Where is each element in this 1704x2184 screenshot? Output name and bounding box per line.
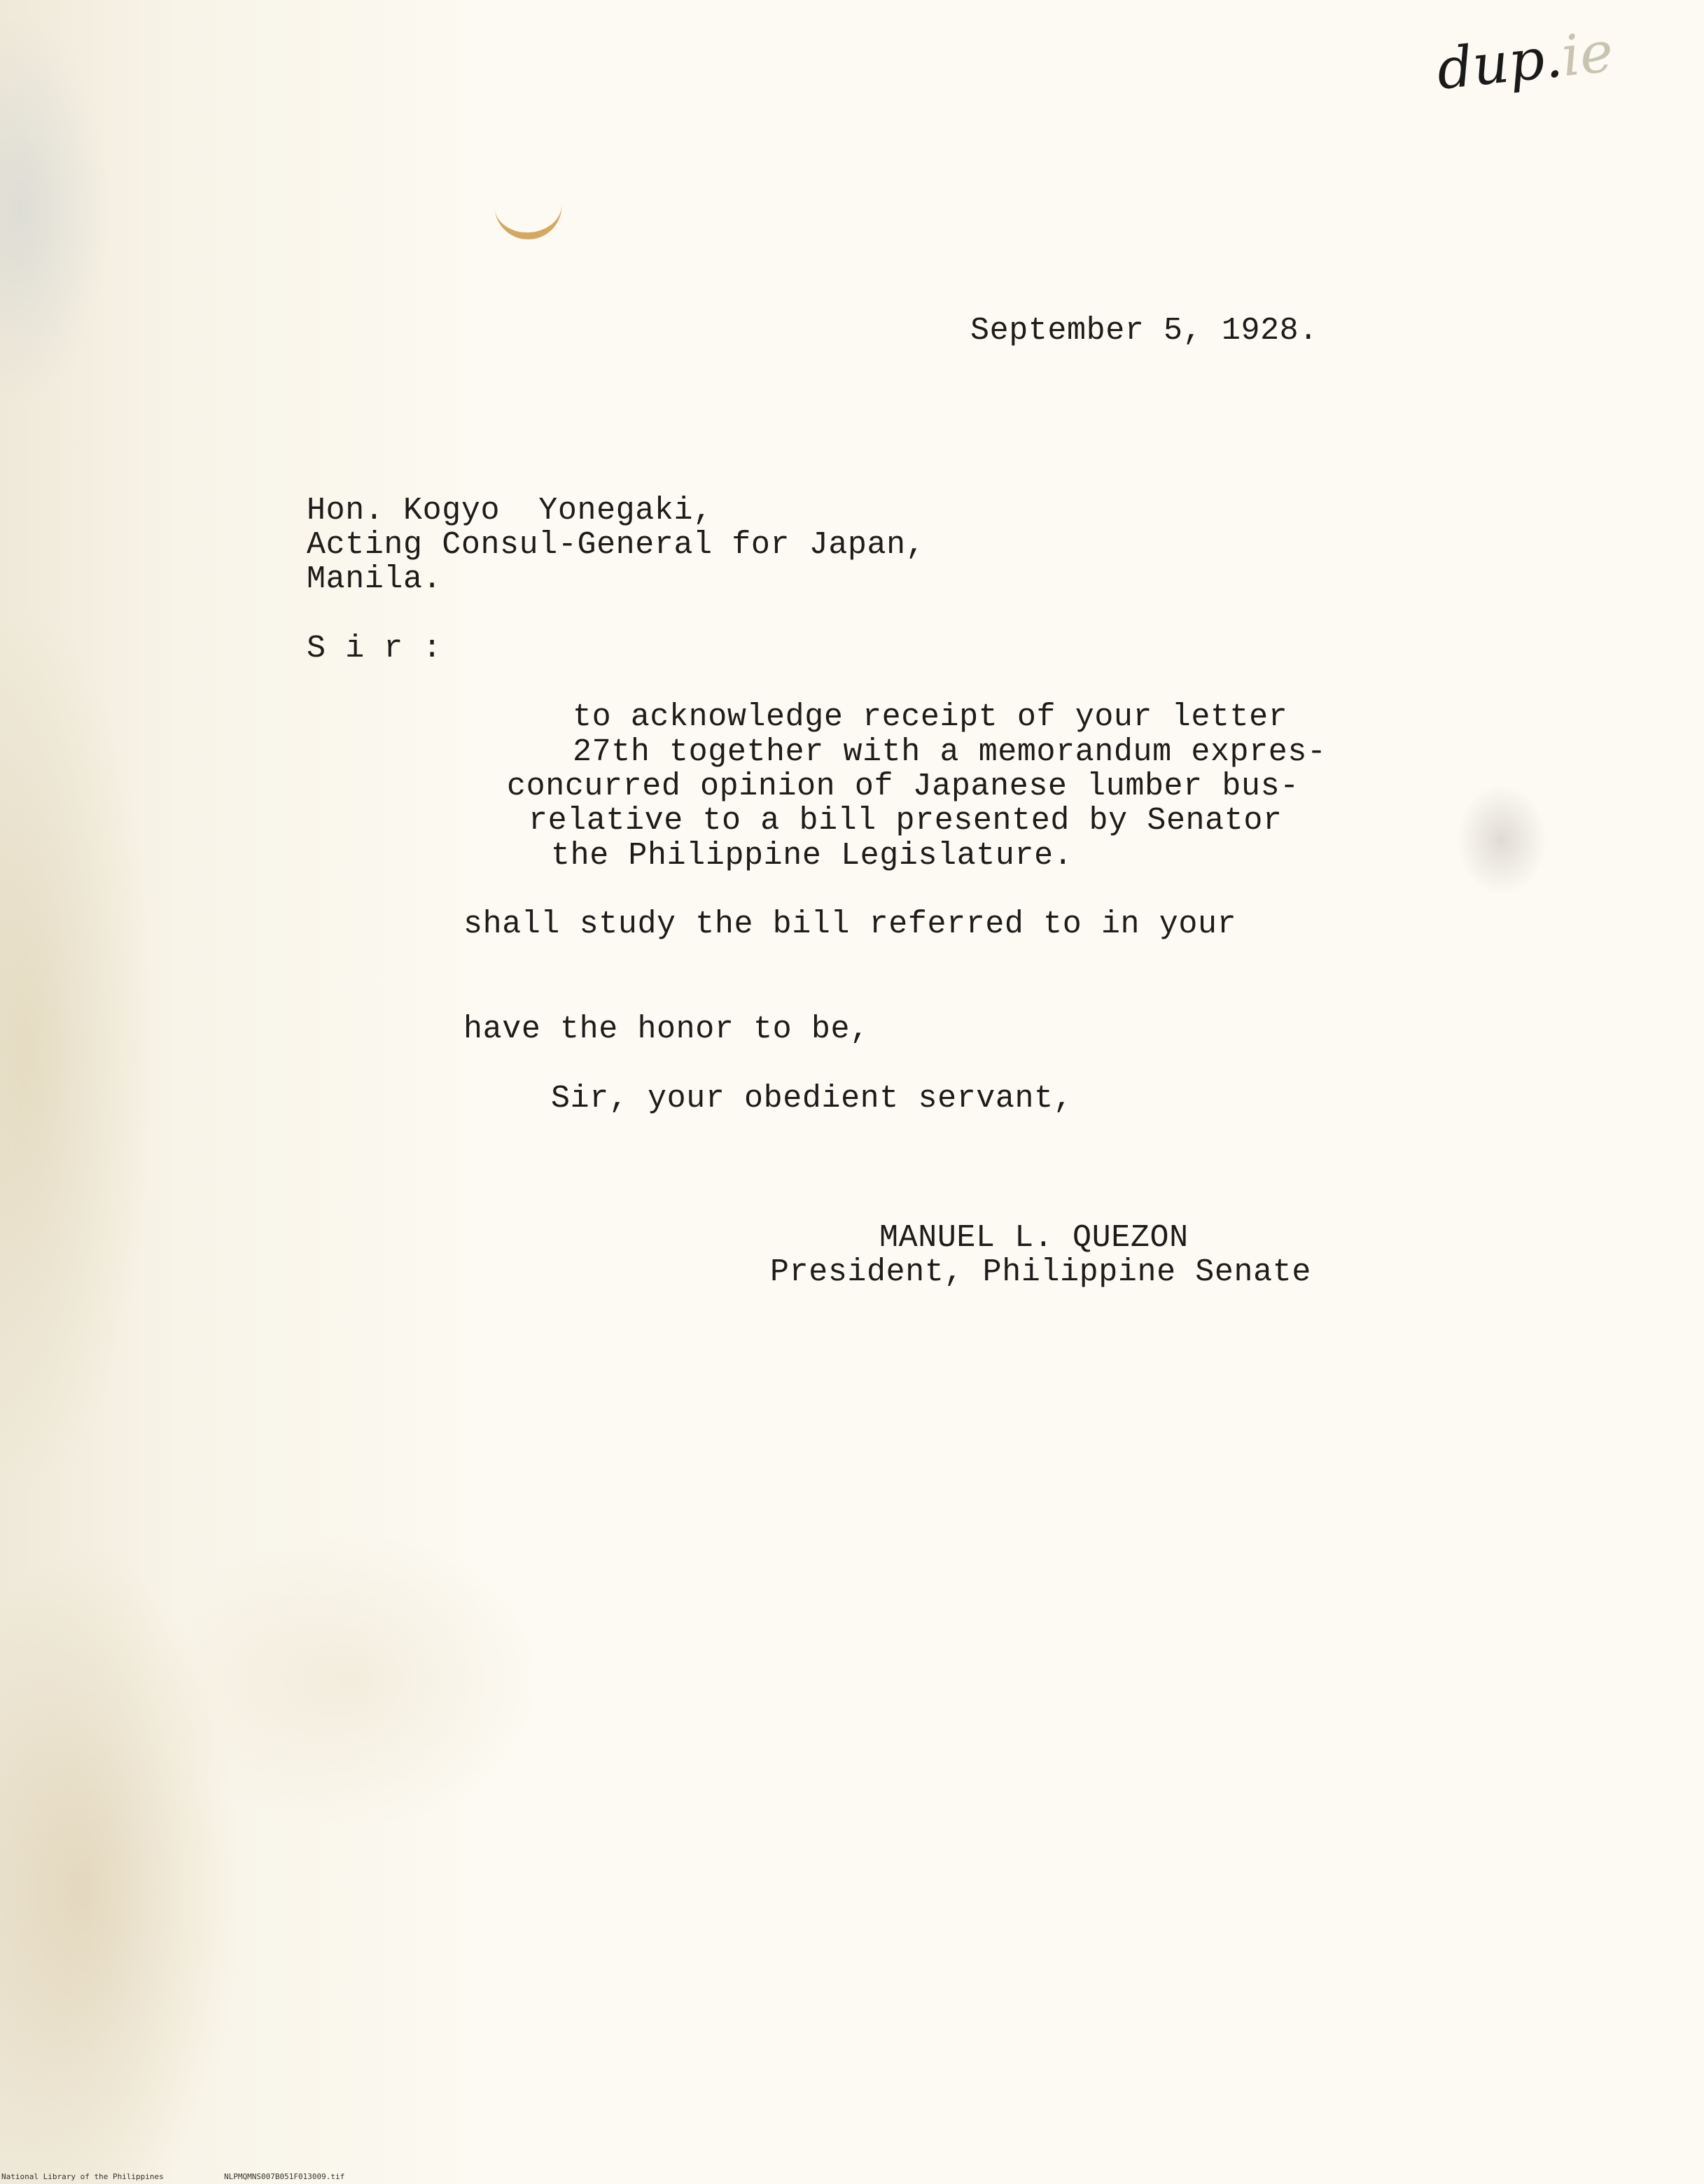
addressee-line-1: Hon. Kogyo Yonegaki, <box>307 493 713 528</box>
paragraph2-line: shall study the bill referred to in your <box>463 906 1237 942</box>
handwritten-annotation <box>1434 19 1616 102</box>
signature-title: President, Philippine Senate <box>770 1254 1311 1290</box>
letter-date: September 5, 1928. <box>970 313 1318 349</box>
paragraph1-line-4: relative to a bill presented by Senator <box>529 803 1283 839</box>
footer-file-name: NLPMQMNS007B051F013009.tif <box>224 2172 345 2181</box>
closing-line-1: have the honor to be, <box>463 1011 870 1047</box>
paragraph1-line-1: to acknowledge receipt of your letter <box>573 699 1288 735</box>
annotation-text: dup. <box>1433 24 1565 102</box>
addressee-line-2: Acting Consul-General for Japan, <box>307 527 926 563</box>
addressee-line-3: Manila. <box>307 561 442 597</box>
smudge-mark <box>1456 784 1547 896</box>
paragraph1-line-5: the Philippine Legislature. <box>551 838 1073 874</box>
footer-library-name: National Library of the Philippines <box>1 2172 164 2181</box>
closing-line-2: Sir, your obedient servant, <box>551 1081 1073 1116</box>
paragraph1-line-3: concurred opinion of Japanese lumber bus- <box>507 769 1299 804</box>
signature-name: MANUEL L. QUEZON <box>879 1220 1189 1256</box>
paragraph1-line-2: 27th together with a memorandum expres- <box>573 734 1327 770</box>
salutation: S i r : <box>307 631 442 666</box>
rust-stain <box>494 202 564 242</box>
annotation-faded-tail: ie <box>1558 19 1616 90</box>
